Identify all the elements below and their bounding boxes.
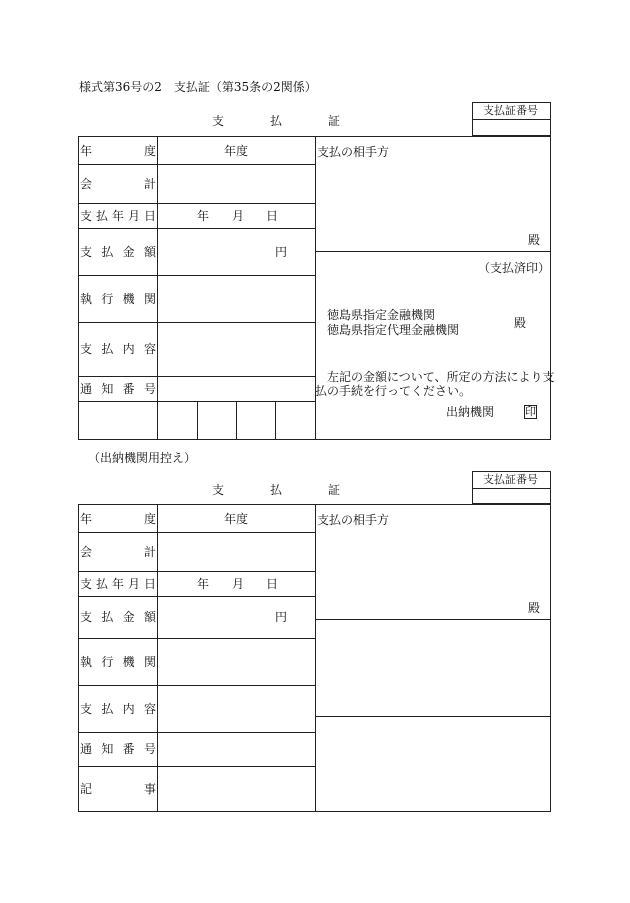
form2-year-value: 年度 <box>224 512 249 526</box>
form2-payee-label: 支払の相手方 <box>317 513 390 527</box>
form1-paid-stamp-label: （支払済印） <box>478 261 551 275</box>
form-header: 様式第36号の2 支払証（第35条の2関係） <box>79 80 317 94</box>
form2-date-month: 月 <box>232 577 245 591</box>
form1-number-box-label: 支払証番号 <box>483 104 538 117</box>
form1-yen: 円 <box>275 245 288 259</box>
form1-date-day: 日 <box>266 209 279 223</box>
form1-bank-1: 徳島県指定金融機関 <box>327 308 436 322</box>
form2-label-content: 支 払 内 容 <box>80 702 156 716</box>
form2-label-notice: 通 知 番 号 <box>80 742 156 756</box>
form1-year-value: 年度 <box>224 144 249 158</box>
form1-payee-label: 支払の相手方 <box>317 145 390 159</box>
form1-label-account: 会 計 <box>80 177 156 191</box>
form1-date-month: 月 <box>232 209 245 223</box>
form2-title-char-2: 払 <box>270 483 283 497</box>
form1-date-year: 年 <box>197 209 210 223</box>
form1-instruction-line-2: 払の手続を行ってください。 <box>315 384 472 398</box>
form1-treasurer: 出納機関 <box>446 405 495 419</box>
form2-label-pay-date: 支 払 年 月 日 <box>80 577 156 591</box>
form1-tono-2: 殿 <box>514 316 527 330</box>
form2-label-year: 年 度 <box>80 512 156 526</box>
form1-label-pay-date: 支 払 年 月 日 <box>80 209 156 223</box>
form1-label-org: 執 行 機 関 <box>80 292 156 306</box>
form1-bank-2: 徳島県指定代理金融機関 <box>327 323 460 337</box>
form1-title-char-1: 支 <box>212 114 225 128</box>
form1-title-char-2: 払 <box>270 114 283 128</box>
form1-seal-box: 印 <box>525 405 536 418</box>
form2-yen: 円 <box>275 610 288 624</box>
form2-label-org: 執 行 機 関 <box>80 655 156 669</box>
form1-label-year: 年 度 <box>80 144 156 158</box>
form2-number-box-label: 支払証番号 <box>483 473 538 486</box>
form2-title-char-1: 支 <box>212 483 225 497</box>
form1-instruction-line-1: 左記の金額について、所定の方法により支 <box>327 370 555 384</box>
form1-label-notice: 通 知 番 号 <box>80 382 156 396</box>
form2-label-account: 会 計 <box>80 545 156 559</box>
copy-label: （出納機関用控え） <box>88 451 197 465</box>
form1-tono: 殿 <box>528 233 541 247</box>
form2-tono: 殿 <box>528 601 541 615</box>
form1-label-amount: 支 払 金 額 <box>80 245 156 259</box>
form2-label-amount: 支 払 金 額 <box>80 610 156 624</box>
form2-date-day: 日 <box>266 577 279 591</box>
form2-title-char-3: 証 <box>328 483 341 497</box>
form2-date-year: 年 <box>197 577 210 591</box>
form1-title-char-3: 証 <box>328 114 341 128</box>
form2-label-remarks: 記 事 <box>80 782 156 796</box>
form1-label-content: 支 払 内 容 <box>80 342 156 356</box>
